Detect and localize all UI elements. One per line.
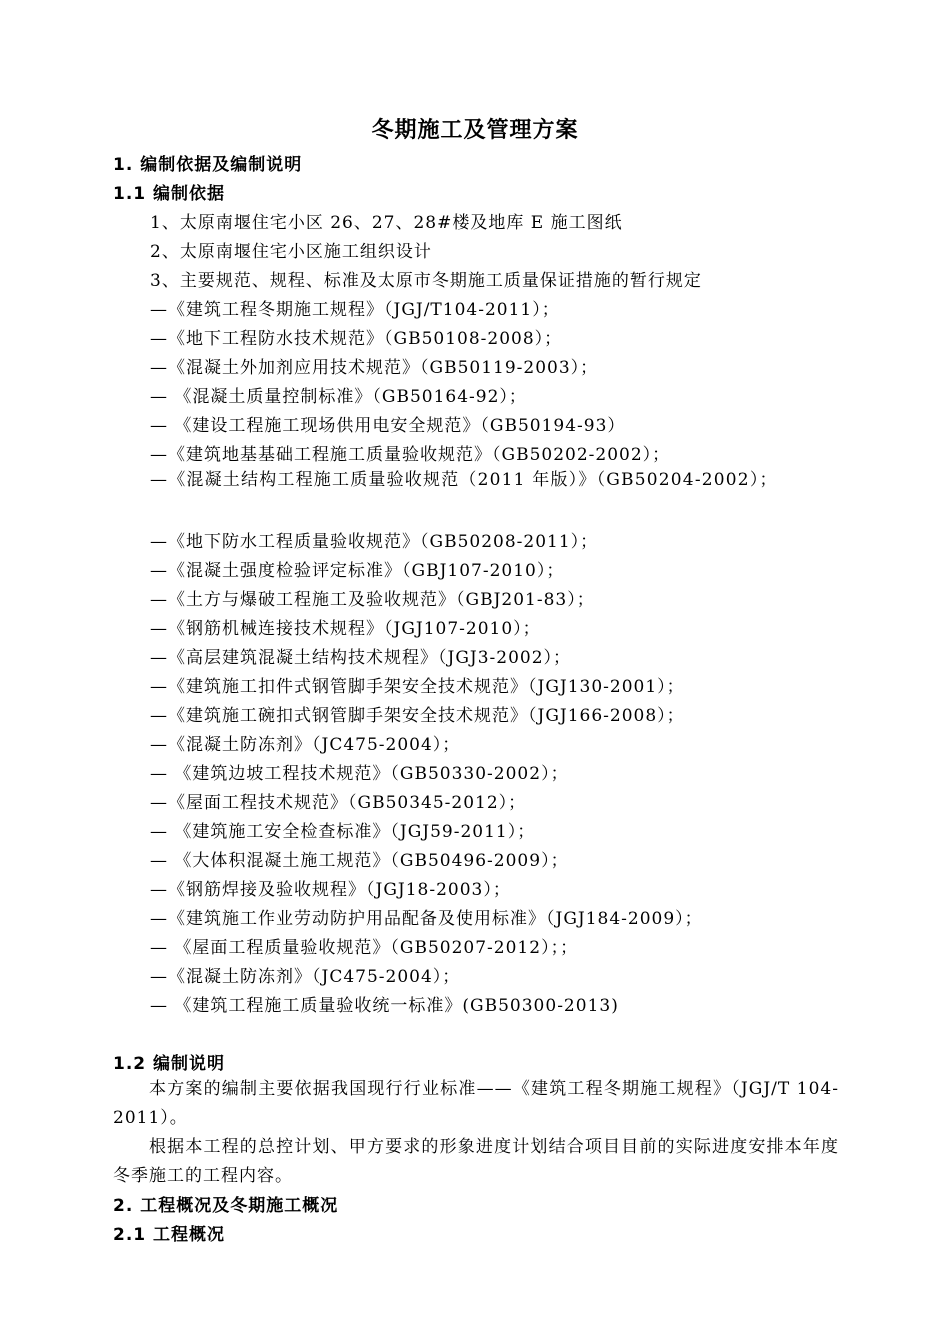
reference-item: —《混凝土防冻剂》（JC475-2004）； [150, 735, 461, 755]
reference-item: —《建筑施工碗扣式钢管脚手架安全技术规范》（JGJ166-2008）； [150, 706, 685, 726]
reference-item: —《建筑施工作业劳动防护用品配备及使用标准》（JGJ184-2009）； [150, 909, 703, 929]
reference-item: — 《大体积混凝土施工规范》（GB50496-2009）； [150, 851, 569, 871]
explanation-paragraph-1: 本方案的编制主要依据我国现行行业标准——《建筑工程冬期施工规程》（JGJ/T 104-2011）。 [113, 1079, 839, 1128]
section-1-2-heading: 1.2 编制说明 [113, 1054, 226, 1074]
reference-item: —《混凝土结构工程施工质量验收规范（2011 年版）》（GB50204-2002）； [150, 470, 778, 490]
reference-item: — 《屋面工程质量验收规范》（GB50207-2012）；； [150, 938, 579, 958]
reference-item: —《混凝土强度检验评定标准》（GBJ107-2010）； [150, 561, 565, 581]
section-1-heading: 1. 编制依据及编制说明 [113, 155, 303, 175]
reference-item: —《建筑工程冬期施工规程》（JGJ/T104-2011）； [150, 300, 560, 320]
basis-item-1: 1、太原南堰住宅小区 26、27、28#楼及地库 E 施工图纸 [150, 213, 623, 233]
section-2-heading: 2. 工程概况及冬期施工概况 [113, 1196, 339, 1216]
basis-item-3: 3、主要规范、规程、标准及太原市冬期施工质量保证措施的暂行规定 [150, 271, 702, 291]
reference-item: — 《混凝土质量控制标准》（GB50164-92）； [150, 387, 527, 407]
section-2-1-heading: 2.1 工程概况 [113, 1225, 226, 1245]
reference-item: —《地下防水工程质量验收规范》（GB50208-2011）； [150, 532, 599, 552]
reference-item: —《屋面工程技术规范》（GB50345-2012）； [150, 793, 527, 813]
reference-item: —《建筑施工扣件式钢管脚手架安全技术规范》（JGJ130-2001）； [150, 677, 685, 697]
reference-item: —《钢筋焊接及验收规程》（JGJ18-2003）； [150, 880, 511, 900]
document-title: 冬期施工及管理方案 [371, 118, 579, 143]
reference-item: —《钢筋机械连接技术规程》（JGJ107-2010）； [150, 619, 541, 639]
reference-item: —《混凝土防冻剂》（JC475-2004）； [150, 967, 461, 987]
reference-item: — 《建筑施工安全检查标准》（JGJ59-2011）； [150, 822, 536, 842]
reference-item: — 《建筑边坡工程技术规范》（GB50330-2002）； [150, 764, 569, 784]
reference-item: —《建筑地基基础工程施工质量验收规范》（GB50202-2002）； [150, 445, 671, 465]
basis-item-2: 2、太原南堰住宅小区施工组织设计 [150, 242, 432, 262]
section-1-1-heading: 1.1 编制依据 [113, 184, 226, 204]
reference-item: — 《建筑工程施工质量验收统一标准》(GB50300-2013) [150, 996, 619, 1016]
reference-item: —《高层建筑混凝土结构技术规程》（JGJ3-2002）； [150, 648, 572, 668]
reference-item: — 《建设工程施工现场供用电安全规范》（GB50194-93） [150, 416, 626, 436]
reference-item: —《地下工程防水技术规范》（GB50108-2008）； [150, 329, 563, 349]
reference-item: —《混凝土外加剂应用技术规范》（GB50119-2003）； [150, 358, 599, 378]
explanation-paragraph-2: 根据本工程的总控计划、甲方要求的形象进度计划结合项目目前的实际进度安排本年度冬季施工的工程内容。 [113, 1137, 839, 1186]
reference-item: —《土方与爆破工程施工及验收规范》（GBJ201-83）； [150, 590, 595, 610]
